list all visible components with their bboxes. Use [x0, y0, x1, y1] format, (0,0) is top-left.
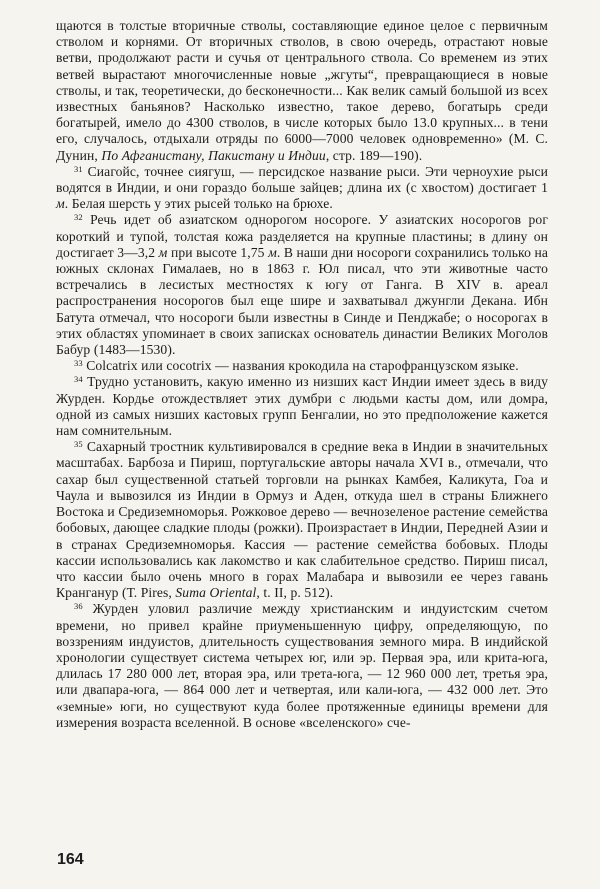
text-run: Журден уловил различие между христианским и индуистским счетом времени, но привел крайне приуменьшенную цифру, определяющую, по воззрениям индуистов, длительность существования земного мира. В индийской хронологии существует система четырех юг, или эр. Первая эра, или крита-юга, длилась 17 280 000 лет, вторая эра, или трета-юга, — 12 960 000 лет, третья эра, или двапара-юга, — 864 000 лет и четвертая, или кали-юга, — 432 000 лет. Это «земные» юги, но существуют куда более протяженные единицы времени для измерения возраста вселенной. В основе «вселенского» сче- — [56, 601, 548, 730]
text-run: Colcatrix или cocotrix — названия крокодила на старофранцузском языке. — [86, 358, 519, 374]
text-run: , стр. 189—190). — [325, 147, 423, 163]
note-number: 35 — [74, 439, 83, 450]
unit-abbrev: м — [56, 196, 65, 212]
text-run: , t. II, p. 512). — [256, 585, 334, 601]
text-run: . Белая шерсть у этих рысей только на брюхе. — [64, 196, 333, 212]
note-33 — [56, 358, 548, 374]
note-number: 33 — [74, 358, 83, 369]
text-run: . В наши дни носороги сохранились только на южных склонах Гималаев, но в 1863 г. Юл писал, что эти животные часто встречались в лесистых местностях к югу от Ганга. В XIV в. ареал распространения носорогов был еще шире и захватывал джунгли Декана. Ибн Батута отмечал, что носороги были известны в Синде и Пенджабе; о носорогах в этих областях упоминает в своих записках основатель династии Великих Моголов Бабур (1483—1530). — [56, 244, 548, 358]
unit-abbrev: м — [158, 244, 168, 260]
book-title: По Афганистану, Пакистану и Индии — [101, 147, 326, 163]
notes-text — [56, 18, 548, 731]
page-number: 164 — [57, 851, 84, 868]
text-run: щаются в толстые вторичные стволы, составляющие единое целое с первичным стволом и корнями. От вторичных стволов, в свою очередь, отрастают новые ветви, продолжают расти и сучья от центрального ствола. Со временем из этих ветвей вырастают многочисленные новые „жгуты“, превращающиеся в новые стволы, и так, теоретически, до бесконечности... Как велик самый большой из всех известных баньянов? Насколько известно, такое дерево, богатырь среди богатырей, имело до 4300 стволов, в числе которых было 13.0 крупных... в тени его, случалось, отдыхали отряды по 6000—7000 человек одновременно» (М. С. Дунин, — [56, 18, 548, 163]
text-run: Сиагойс, точнее сиягуш, — персидское название рыси. Эти черноухие рыси водятся в Индии, и они гораздо больше зайцев; длина их (с хвостом) достигает 1 — [56, 163, 548, 196]
text-run: Трудно установить, какую именно из низших каст Индии имеет здесь в виду Журден. Кордье отождествляет этих думбри с людьми касты дом, или домра, одной из самых низших кастовых групп Бенгалии, но это предположение кажется нам сомнительным. — [56, 374, 548, 439]
note-31 — [56, 164, 548, 213]
paragraph-continuation — [56, 18, 548, 164]
text-run: Речь идет об азиатском однорогом носороге. У азиатских носорогов рог короткий и тупой, толстая кожа разделяется на крупные пластины; в длину он достигает 3—3,2 — [56, 212, 548, 260]
note-number: 31 — [74, 163, 83, 174]
unit-abbrev: м — [268, 244, 277, 260]
note-35 — [56, 439, 548, 601]
note-number: 32 — [74, 212, 83, 223]
note-number: 34 — [74, 374, 83, 385]
note-34 — [56, 374, 548, 439]
note-36 — [56, 601, 548, 731]
text-run: при высоте 1,75 — [167, 244, 269, 260]
text-run: Сахарный тростник культивировался в средние века в Индии в значительных масштабах. Барбоза и Пириш, португальские авторы начала XVI в., отмечали, что сахар был существенной статьей торговли на рынках Камбея, Каликута, Гоа и Чаула и вывозился из Индии в Ормуз и Аден, откуда шел в страны Ближнего Востока и Средиземноморья. Рожковое дерево — вечнозеленое растение семейства бобовых, дающее сладкие плоды (рожки). Произрастает в Индии, Передней Азии и в странах Средиземноморья. Кассия — растение семейства бобовых. Плоды кассии использовались как лакомство и как слабительное средство. Пириш писал, что кассии было очень много в горах Малабара и вывозили ее через гавань Кранганур (Т. Pires, — [56, 439, 549, 601]
note-32 — [56, 212, 548, 358]
book-title: Suma Oriental — [175, 585, 257, 601]
note-number: 36 — [74, 601, 83, 612]
